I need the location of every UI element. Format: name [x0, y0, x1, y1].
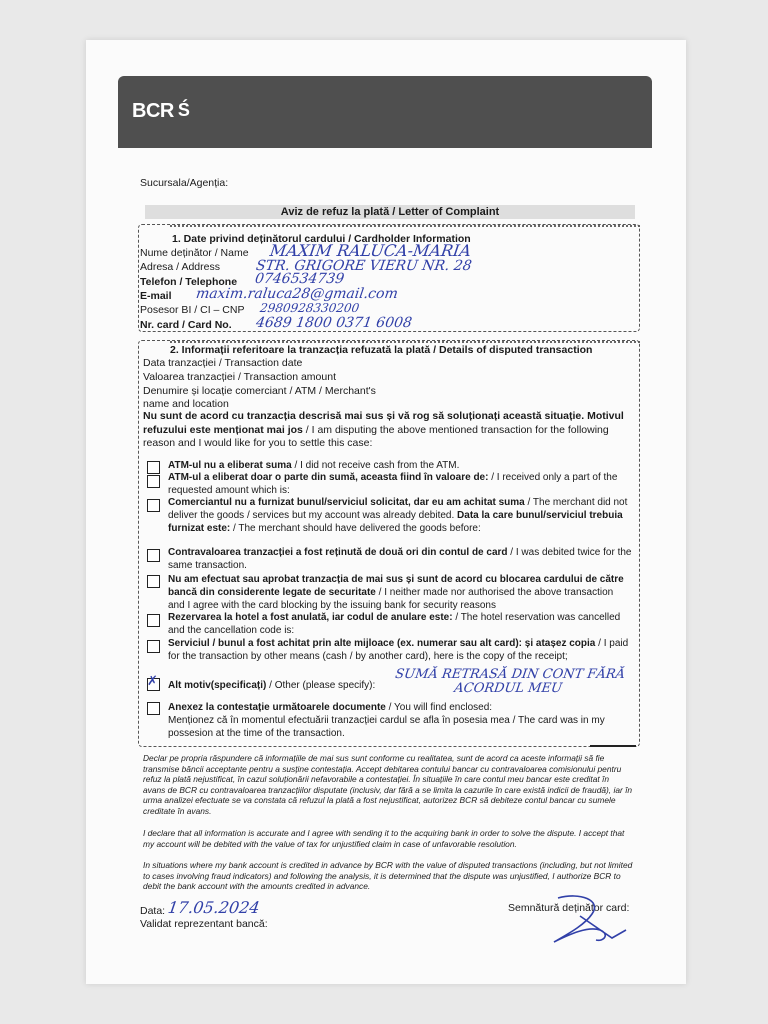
- option-enclosed-documents: Anexez la contestație următoarele documente / You will find enclosed:: [168, 702, 493, 713]
- phone-label: Telefon / Telephone: [140, 276, 238, 288]
- bcr-logo: BCR Ś: [132, 100, 190, 122]
- cardholder-signature: [540, 890, 630, 950]
- option-goods-not-delivered: Comerciantul nu a furnizat bunul/serviciul solicitat, dar eu am achitat suma / The merchant did not deliver the goods / services but my account was already debited. Data la care bunul/serviciul trebuia furnizat este: / The merchant should have delivered the goods before:: [168, 497, 628, 534]
- form-title-bar: [145, 205, 635, 219]
- option-partial-cash-checkbox[interactable]: [147, 475, 160, 488]
- transaction-amount-label: Valoarea tranzacției / Transaction amount: [143, 371, 336, 383]
- option-hotel-cancelled-checkbox[interactable]: [147, 614, 160, 627]
- email-label: E-mail: [140, 290, 172, 302]
- option-enclosed-documents-checkbox[interactable]: [147, 702, 160, 715]
- bcr-header-banner: [118, 76, 652, 148]
- card-number-value: 4689 1800 0371 6008: [254, 315, 413, 331]
- option-other-reason-checkbox[interactable]: [147, 674, 160, 691]
- cnp-value: 2980928330200: [259, 301, 361, 315]
- name-label: Nume deținător / Name: [140, 247, 249, 259]
- branch-label: Sucursala/Agenția:: [140, 177, 229, 189]
- option-debited-twice: Contravaloarea tranzacției a fost reținută de două ori din contul de card / I was debited twice for the same transaction.: [168, 547, 632, 571]
- section2-end-bar: [590, 745, 636, 747]
- declaration-en-1: I declare that all information is accurate and I agree with sending it to the acquiring bank in order to solve the dispute. I accept that my account will be debited with the value of tax for unjustified claim in case of unfavorable resolution.: [143, 828, 625, 849]
- option-atm-no-cash: ATM-ul nu a eliberat suma / I did not receive cash from the ATM.: [168, 460, 460, 471]
- date-label: Data:: [140, 905, 166, 917]
- option-hotel-cancelled: Rezervarea la hotel a fost anulată, iar codul de anulare este: / The hotel reservation was cancelled and the cancellation code is:: [168, 612, 621, 636]
- option-other-reason: Alt motiv(specificați) / Other (please specify):: [168, 680, 376, 691]
- declaration-en-2: In situations where my bank account is credited in advance by BCR with the value of disputed transactions (including, but not limited to cases involving fraud indicators) and following the analysis, it is determined that the dispute was unjustified, I authorize BCR to debit the bank account with the amounts credited in advance.: [143, 860, 633, 892]
- signature-label: Semnătură deținător card:: [508, 902, 630, 914]
- card-number-label: Nr. card / Card No.: [140, 319, 232, 331]
- date-value: 17.05.2024: [166, 898, 261, 917]
- card-possession-statement: Menționez că în momentul efectuării tranzacției cardul se afla în posesia mea / The card was in my possesion at the time of the transaction.: [168, 715, 605, 739]
- address-label: Adresa / Address: [140, 261, 220, 273]
- checkmark-icon: ✗: [147, 674, 158, 689]
- bcr-logo-mark: Ś: [177, 100, 190, 120]
- declaration-ro: Declar pe propria răspundere că informațiile de mai sus sunt conforme cu realitatea, sunt de acord ca aceste informații să fie transmise băncii acceptante pentru a susține contestația. Accept debitarea contului bancar cu contravaloarea comisionului pentru refuz la plată nejustificat, în cazul soluționării nefavorabile a contestației. În situațiile în care contul meu bancar este creditat în avans de BCR cu contravaloarea tranzacțiilor disputate (inclusiv, dar fără a se limita la cazurile în care există indicii de fraudă), iar în urma analizei efectuate se va constata că refuzul la plată a fost nejustificat, autorizez BCR să debiteze contul bancar cu sumele creditate în avans.: [143, 753, 633, 816]
- validated-label: Validat reprezentant bancă:: [140, 918, 268, 930]
- option-paid-other-means-checkbox[interactable]: [147, 640, 160, 653]
- option-not-authorised-checkbox[interactable]: [147, 575, 160, 588]
- form-title: Aviz de refuz la plată / Letter of Complaint: [280, 206, 500, 218]
- section1-heading: 1. Date privind deținătorul cardului / Cardholder Information: [172, 233, 471, 245]
- address-value: STR. GRIGORE VIERU NR. 28: [254, 258, 473, 274]
- option-goods-not-delivered-checkbox[interactable]: [147, 499, 160, 512]
- option-atm-no-cash-checkbox[interactable]: [147, 461, 160, 474]
- email-value: maxim.raluca28@gmail.com: [194, 286, 399, 302]
- option-paid-other-means: Serviciul / bunul a fost achitat prin alte mijloace (ex. numerar sau alt card): și atașez copia / I paid for the transaction by other means (cash / by another card), here is the copy of the receipt;: [168, 638, 629, 662]
- name-value: MAXIM RALUCA-MARIA: [268, 241, 473, 260]
- transaction-date-label: Data tranzacției / Transaction date: [143, 357, 303, 369]
- option-not-authorised: Nu am efectuat sau aprobat tranzacția de mai sus și sunt de acord cu blocarea cardului de către bancă din considerente legate de securitate / I neither made nor authorised the above transaction and I agree with the card blocking by the issuing bank for security reasons: [168, 574, 624, 611]
- cnp-label: Posesor BI / CI – CNP: [140, 304, 245, 316]
- merchant-label: Denumire și locație comerciant / ATM / Merchant's: [143, 385, 376, 397]
- other-reason-handwritten: SUMĂ RETRASĂ DIN CONT FĂRĂ ACORDUL MEU: [394, 667, 626, 696]
- option-debited-twice-checkbox[interactable]: [147, 549, 160, 562]
- merchant-label-cont: name and location: [143, 398, 229, 410]
- section2-heading: 2. Informații referitoare la tranzacția refuzată la plată / Details of disputed transaction: [170, 344, 593, 356]
- dispute-intro: Nu sunt de acord cu tranzacția descrisă mai sus și vă rog să soluționați această situație. Motivul refuzului este menționat mai jos / I am disputing the above mentioned transaction for the following reason and I would like for you to settle this case:: [143, 410, 624, 449]
- option-partial-cash: ATM-ul a eliberat doar o parte din sumă, aceasta fiind în valoare de: / I received only a part of the requested amount which is:: [168, 472, 618, 496]
- phone-value: 0746534739: [253, 271, 346, 287]
